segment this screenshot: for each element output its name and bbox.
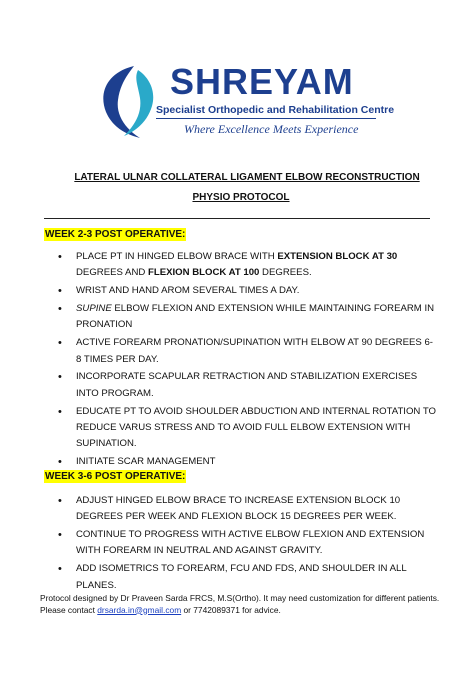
brand-name: SHREYAM: [170, 61, 354, 102]
brand-tagline: Where Excellence Meets Experience: [184, 122, 359, 136]
document-title: LATERAL ULNAR COLLATERAL LIGAMENT ELBOW RECONSTRUCTION: [74, 172, 420, 183]
document-subtitle: PHYSIO PROTOCOL: [192, 192, 290, 203]
brand-divider: [156, 118, 376, 119]
footer-line-2: Please contact drsarda.in@gmail.com or 7742089371 for advice.: [40, 604, 281, 615]
list-item: • ADJUST HINGED ELBOW BRACE TO INCREASE EXTENSION BLOCK 10 DEGREES PER WEEK AND FLEXION BLOCK 15 DEGREES PER WEEK.: [44, 493, 436, 526]
list-item: • CONTINUE TO PROGRESS WITH ACTIVE ELBOW FLEXION AND EXTENSION WITH FOREARM IN NEUTRAL AND AGAINST GRAVITY.: [44, 527, 436, 560]
list-item: • ACTIVE FOREARM PRONATION/SUPINATION WITH ELBOW AT 90 DEGREES 6-8 TIMES PER DAY.: [44, 335, 436, 368]
list-item: • WRIST AND HAND AROM SEVERAL TIMES A DAY.: [44, 283, 436, 299]
section-heading-week-2-3: WEEK 2-3 POST OPERATIVE:: [45, 229, 186, 240]
list-item: • EDUCATE PT TO AVOID SHOULDER ABDUCTION AND INTERNAL ROTATION TO REDUCE VARUS STRESS AND TO AVOID FULL ELBOW EXTENSION WITH SUPINATION.: [44, 404, 436, 453]
section-heading-week-3-6: WEEK 3-6 POST OPERATIVE:: [45, 471, 186, 482]
spine-emblem-icon: [94, 62, 160, 142]
list-item: • PLACE PT IN HINGED ELBOW BRACE WITH EXTENSION BLOCK AT 30 DEGREES AND FLEXION BLOCK AT 100 DEGREES.: [44, 249, 436, 282]
footer-line-1: Protocol designed by Dr Praveen Sarda FRCS, M.S(Ortho). It may need customization for different patients.: [40, 593, 440, 603]
brand-subtitle: Specialist Orthopedic and Rehabilitation Centre: [156, 104, 395, 116]
title-divider: [44, 218, 430, 219]
clinic-logo: [88, 60, 395, 144]
list-item: • INITIATE SCAR MANAGEMENT: [44, 454, 436, 470]
section-list-week-2-3: [44, 249, 436, 472]
section-list-week-3-6: [44, 493, 436, 596]
list-item: • SUPINE ELBOW FLEXION AND EXTENSION WHILE MAINTAINING FOREARM IN PRONATION: [44, 301, 436, 334]
list-item: • ADD ISOMETRICS TO FOREARM, FCU AND FDS, AND SHOULDER IN ALL PLANES.: [44, 561, 436, 594]
email-link[interactable]: drsarda.in@gmail.com: [97, 604, 182, 615]
footer-note: [40, 593, 440, 616]
list-item: • INCORPORATE SCAPULAR RETRACTION AND STABILIZATION EXERCISES INTO PROGRAM.: [44, 369, 436, 402]
